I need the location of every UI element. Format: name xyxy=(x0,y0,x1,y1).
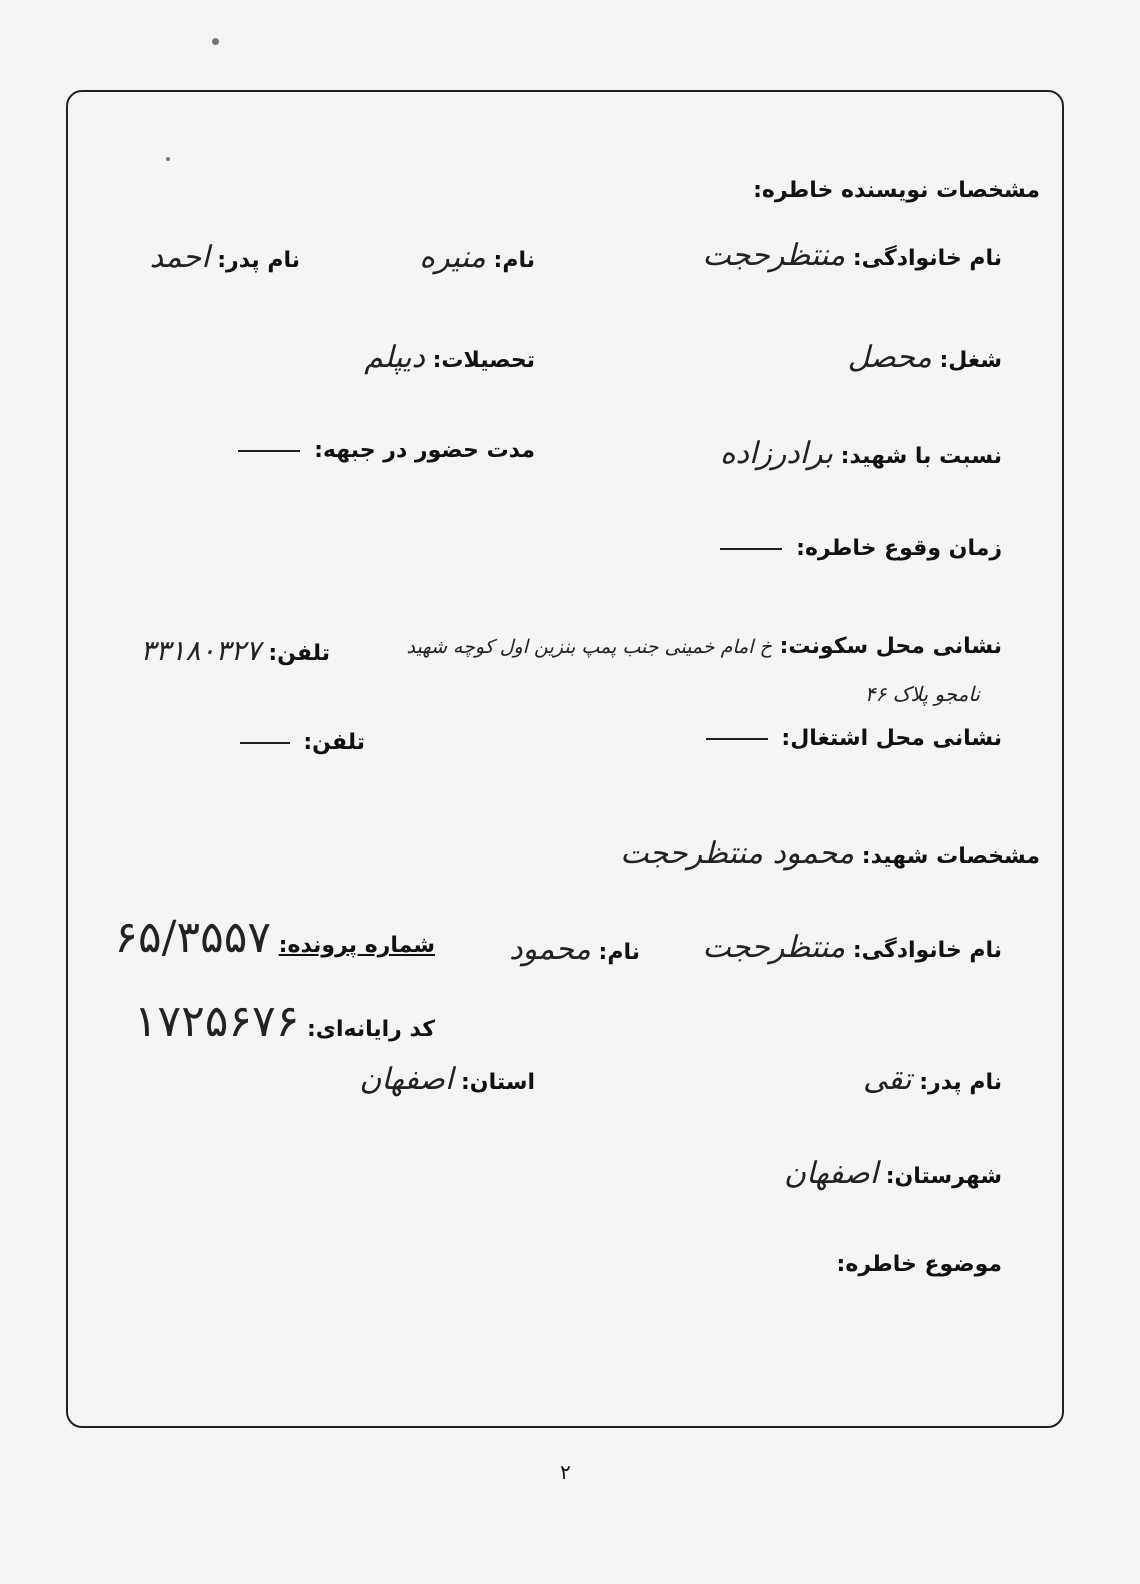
martyr-memory-subject-label: موضوع خاطره: xyxy=(836,1252,1002,1277)
writer-job-value: محصل xyxy=(847,340,932,375)
martyr-file-number-row xyxy=(114,912,435,963)
writer-residence-phone-value: ۳۳۱۸۰۳۲۷ xyxy=(140,634,261,667)
writer-residence-line2-row xyxy=(865,682,980,707)
writer-father-name-label: نام پدر: xyxy=(217,248,300,273)
writer-family-name-label: نام خانوادگی: xyxy=(852,246,1002,271)
writer-education-value: دیپلم xyxy=(364,340,425,375)
writer-residence-value: خ امام خمینی جنب پمپ بنزین اول کوچه شهید xyxy=(406,636,772,658)
martyr-memory-subject-row xyxy=(837,1252,1002,1277)
martyr-father-name-row xyxy=(863,1062,1002,1097)
martyr-file-number-value: ۶۵/۳۵۵۷ xyxy=(114,912,271,963)
martyr-computer-code-value: ۱۷۲۵۶۷۶ xyxy=(133,996,300,1047)
writer-family-name-value: منتظرحجت xyxy=(702,238,846,273)
martyr-father-name-value: تقی xyxy=(863,1062,912,1097)
form-frame xyxy=(66,90,1064,1428)
writer-residence-value-line2: نامجو پلاک ۴۶ xyxy=(864,682,980,706)
martyr-family-name-row xyxy=(702,930,1002,965)
writer-residence-row xyxy=(407,634,1003,659)
martyr-name-label: نام: xyxy=(598,940,640,965)
writer-name-value: منیره xyxy=(419,240,486,275)
writer-work-address-row xyxy=(706,726,1002,751)
writer-relation-value: برادرزاده xyxy=(719,436,833,471)
front-duration-blank xyxy=(238,450,300,452)
writer-front-duration-label: مدت حضور در جبهه: xyxy=(314,438,535,463)
writer-heading: مشخصات نویسنده خاطره: xyxy=(753,178,1040,203)
martyr-heading: مشخصات شهید: xyxy=(861,844,1040,869)
martyr-file-number-label: شماره پرونده: xyxy=(278,933,435,958)
martyr-name-row xyxy=(509,932,640,967)
scan-speck xyxy=(212,38,219,45)
page-number: ۲ xyxy=(560,1460,571,1484)
writer-relation-row xyxy=(720,436,1002,471)
writer-work-phone-row xyxy=(240,730,365,755)
work-address-blank xyxy=(706,738,768,740)
writer-residence-phone-label: تلفن: xyxy=(268,641,330,666)
martyr-name-value: محمود xyxy=(509,932,591,967)
writer-family-name-row xyxy=(702,238,1002,273)
martyr-father-name-label: نام پدر: xyxy=(919,1070,1002,1095)
work-phone-blank xyxy=(240,742,290,744)
writer-residence-label: نشانی محل سکونت: xyxy=(779,634,1002,659)
memory-time-blank xyxy=(720,548,782,550)
writer-name-label: نام: xyxy=(493,248,535,273)
writer-job-row xyxy=(848,340,1002,375)
writer-job-label: شغل: xyxy=(939,348,1002,373)
martyr-heading-row xyxy=(620,836,1040,871)
writer-front-duration-row xyxy=(238,438,535,463)
martyr-city-value: اصفهان xyxy=(784,1156,879,1191)
writer-memory-time-label: زمان وقوع خاطره: xyxy=(796,536,1002,561)
writer-work-address-label: نشانی محل اشتغال: xyxy=(781,726,1002,751)
martyr-family-name-label: نام خانوادگی: xyxy=(852,938,1002,963)
writer-education-row xyxy=(364,340,535,375)
martyr-city-row xyxy=(784,1156,1002,1191)
writer-education-label: تحصیلات: xyxy=(432,348,535,373)
martyr-province-value: اصفهان xyxy=(359,1062,454,1097)
writer-father-name-value: احمد xyxy=(149,240,210,275)
martyr-province-row xyxy=(359,1062,535,1097)
writer-memory-time-row xyxy=(720,536,1002,561)
martyr-computer-code-row xyxy=(134,996,435,1047)
writer-work-phone-label: تلفن: xyxy=(303,730,365,755)
martyr-heading-value: محمود منتظرحجت xyxy=(620,836,855,871)
martyr-family-name-value: منتظرحجت xyxy=(702,930,846,965)
martyr-computer-code-label: کد رایانه‌ای: xyxy=(307,1017,435,1042)
writer-relation-label: نسبت با شهید: xyxy=(840,444,1002,469)
writer-heading-row xyxy=(753,178,1040,203)
writer-name-row xyxy=(419,240,535,275)
writer-residence-phone-row xyxy=(140,634,330,667)
martyr-city-label: شهرستان: xyxy=(885,1164,1002,1189)
martyr-province-label: استان: xyxy=(461,1070,535,1095)
writer-father-name-row xyxy=(150,240,300,275)
